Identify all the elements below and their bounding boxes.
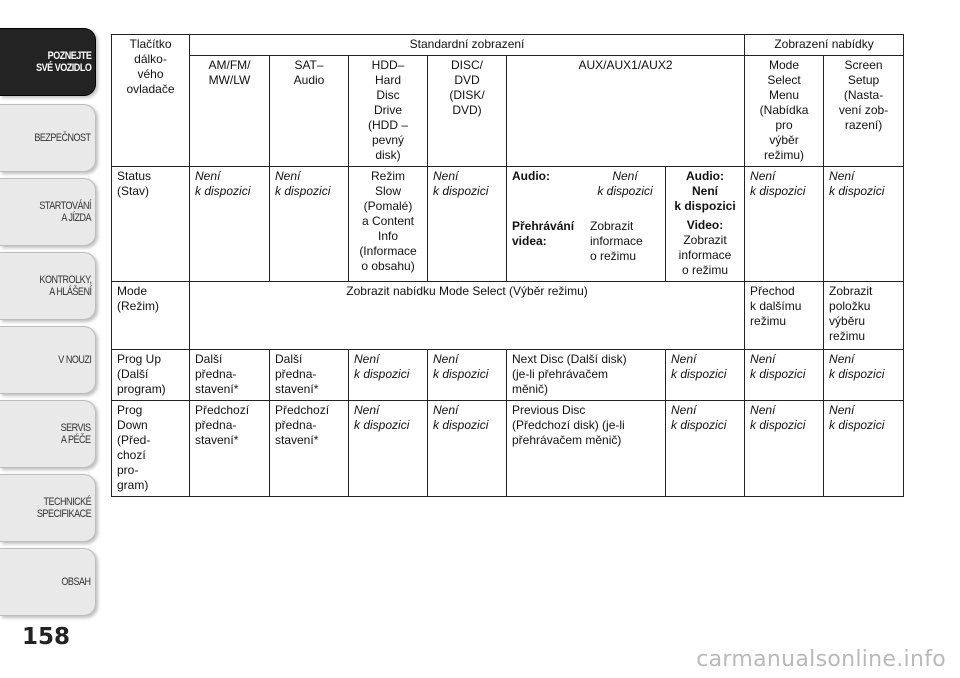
aux-audio-label: Audio: xyxy=(512,169,550,183)
cell-progdown-hdd: Není k dispozici xyxy=(349,401,428,497)
header-screen-setup: Screen Setup (Nasta- vení zob- razení) xyxy=(824,56,904,167)
cell-progup-am: Další předna- stavení* xyxy=(190,350,270,401)
aux-video-value: Zobrazit informace o režimu xyxy=(590,219,643,263)
table-row-mode xyxy=(112,282,904,350)
cell-progup-hdd: Není k dispozici xyxy=(349,350,428,401)
header-sat: SAT– Audio xyxy=(270,56,349,167)
header-row-sources xyxy=(112,56,904,167)
cell-status-screen-setup: Není k dispozici xyxy=(824,167,904,282)
cell-progup-screen-setup: Není k dispozici xyxy=(824,350,904,401)
cell-progup-disc: Není k dispozici xyxy=(428,350,507,401)
cell-status-am: Není k dispozici xyxy=(190,167,270,282)
aux-video-label: Přehrávání videa: xyxy=(512,219,575,248)
header-disc: DISC/ DVD (DISK/ DVD) xyxy=(428,56,507,167)
cell-mode-screen-setup: Zobrazit položku výběru režimu xyxy=(824,282,904,350)
header-am: AM/FM/ MW/LW xyxy=(190,56,270,167)
cell-progup-sat: Další předna- stavení* xyxy=(270,350,349,401)
tab-poznejte-sve-vozidlo[interactable] xyxy=(0,28,96,96)
cell-progup-aux2: Není k dispozici xyxy=(666,350,745,401)
tab-label: OBSAH xyxy=(61,576,91,588)
aux2-video-value: Zobrazit informace o režimu xyxy=(678,233,732,277)
watermark: carmanualsonline.info xyxy=(696,647,946,672)
cell-progdown-aux2: Není k dispozici xyxy=(666,401,745,497)
cell-mode-standard: Zobrazit nabídku Mode Select (Výběr režimu) xyxy=(190,282,745,350)
cell-progdown-screen-setup: Není k dispozici xyxy=(824,401,904,497)
header-hdd: HDD– Hard Disc Drive (HDD – pevný disk) xyxy=(349,56,428,167)
tab-label: SERVIS A PÉČE xyxy=(61,422,91,446)
remote-control-table xyxy=(111,34,904,497)
tab-startovani-a-jizda[interactable] xyxy=(0,178,96,246)
aux2-audio-value: Není k dispozici xyxy=(674,184,736,213)
tab-technicke-specifikace[interactable] xyxy=(0,474,96,542)
page-number: 158 xyxy=(22,624,71,650)
header-standard-group: Standardní zobrazení xyxy=(190,35,745,56)
cell-progup-mode-select: Není k dispozici xyxy=(745,350,824,401)
tab-label: TECHNICKÉ SPECIFIKACE xyxy=(36,496,91,520)
tab-label: KONTROLKY, A HLÁŠENÍ xyxy=(38,274,91,298)
aux2-video-label: Video: xyxy=(686,218,724,232)
tab-obsah[interactable] xyxy=(0,548,96,616)
table-row-prog-up xyxy=(112,350,904,401)
tab-label: BEZPEČNOST xyxy=(34,132,91,144)
cell-status-mode-select: Není k dispozici xyxy=(745,167,824,282)
tab-label: V NOUZI xyxy=(57,354,91,366)
aux-audio-value: Není k dispozici xyxy=(597,169,653,198)
row-label-prog-down: Prog Down (Před- chozí pro- gram) xyxy=(112,401,190,497)
cell-progdown-aux: Previous Disc (Předchozí disk) (je-li přehrávačem měnič) xyxy=(507,401,666,497)
aux2-audio-label: Audio: xyxy=(686,169,725,183)
table-row-prog-down xyxy=(112,401,904,497)
header-button-col: Tlačítko dálko- vého ovladače xyxy=(112,35,190,167)
header-aux: AUX/AUX1/AUX2 xyxy=(507,56,745,167)
cell-status-disc: Není k dispozici xyxy=(428,167,507,282)
cell-mode-mode-select: Přechod k dalšímu režimu xyxy=(745,282,824,350)
cell-status-hdd: Režim Slow (Pomalé) a Content Info (Informace o obsahu) xyxy=(349,167,428,282)
cell-progdown-disc: Není k dispozici xyxy=(428,401,507,497)
tab-label: STARTOVÁNÍ A JÍZDA xyxy=(39,200,91,224)
aux-video-line xyxy=(512,219,660,264)
tab-bezpecnost[interactable] xyxy=(0,104,96,172)
header-row-groups xyxy=(112,35,904,56)
row-label-prog-up: Prog Up (Další program) xyxy=(112,350,190,401)
tab-kontrolky[interactable] xyxy=(0,252,96,320)
cell-progdown-sat: Předchozí předna- stavení* xyxy=(270,401,349,497)
tab-v-nouzi[interactable] xyxy=(0,326,96,394)
table-row-status xyxy=(112,167,904,282)
cell-status-aux2 xyxy=(666,167,745,282)
cell-progdown-mode-select: Není k dispozici xyxy=(745,401,824,497)
tab-servis-a-pece[interactable] xyxy=(0,400,96,468)
cell-progup-aux: Next Disc (Další disk) (je-li přehrávačem měnič) xyxy=(507,350,666,401)
header-mode-select: Mode Select Menu (Nabídka pro výběr režimu) xyxy=(745,56,824,167)
cell-status-sat: Není k dispozici xyxy=(270,167,349,282)
tab-label: POZNEJTE SVÉ VOZIDLO xyxy=(35,50,91,74)
aux-audio-line xyxy=(512,169,660,199)
cell-progdown-am: Předchozí předna- stavení* xyxy=(190,401,270,497)
row-label-status: Status (Stav) xyxy=(112,167,190,282)
cell-status-aux xyxy=(507,167,666,282)
header-menu-group: Zobrazení nabídky xyxy=(745,35,904,56)
row-label-mode: Mode (Režim) xyxy=(112,282,190,350)
